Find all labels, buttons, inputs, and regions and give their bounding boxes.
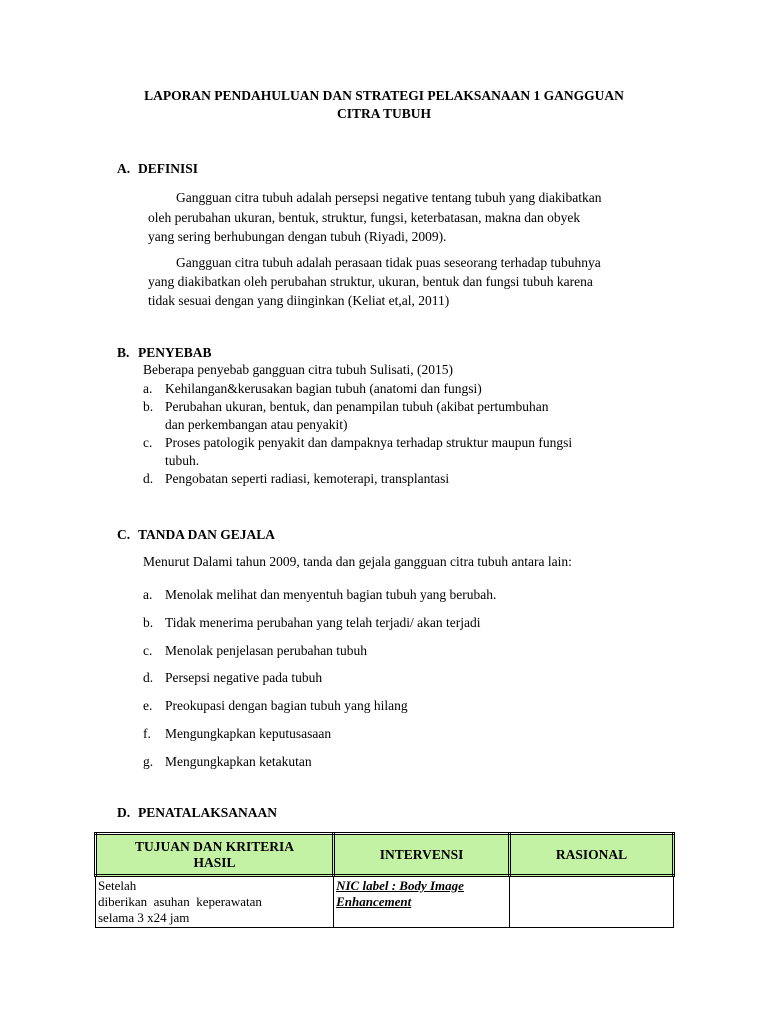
section-letter: C. [117, 527, 131, 542]
section-letter: D. [117, 805, 131, 820]
list-item: a. Kehilangan&kerusakan bagian tubuh (anatomi dan fungsi) [143, 381, 482, 396]
definisi-paragraph-1: Gangguan citra tubuh adalah persepsi negative tentang tubuh yang diakibatkan oleh perubahan ukuran, bentuk, struktur, fungsi, keterbatasan, makna dan obyek yang sering berhubungan dengan tubuh (Riyadi, 2009). [148, 190, 602, 244]
table-row [96, 876, 674, 928]
list-item: g. Mengungkapkan ketakutan [143, 753, 312, 769]
title-line-2: CITRA TUBUH [337, 106, 431, 121]
tanda-list [143, 581, 496, 776]
section-b-heading [117, 345, 212, 361]
section-letter: A. [117, 161, 131, 176]
nic-label-continued: Enhancement [336, 894, 412, 909]
cell-intervensi [334, 876, 510, 928]
list-item: a. Menolak melihat dan menyentuh bagian tubuh yang berubah. [143, 587, 497, 602]
section-a-heading [117, 161, 198, 177]
section-title: TANDA DAN GEJALA [138, 527, 276, 542]
list-item: f. Mengungkapkan keputusasaan [143, 725, 332, 741]
nic-label: NIC label : Body Image [336, 878, 464, 893]
penyebab-list [143, 380, 572, 488]
section-title: PENYEBAB [138, 345, 212, 360]
tanda-intro: Menurut Dalami tahun 2009, tanda dan gejala gangguan citra tubuh antara lain: [143, 554, 572, 569]
list-item: d. Pengobatan seperti radiasi, kemoterapi, transplantasi [143, 471, 450, 486]
penyebab-intro: Beberapa penyebab gangguan citra tubuh Sulisati, (2015) [143, 362, 454, 377]
document-title [0, 88, 768, 122]
list-item: e. Preokupasi dengan bagian tubuh yang hilang [143, 698, 408, 714]
section-title: DEFINISI [138, 161, 199, 176]
header-rasional: RASIONAL [510, 834, 674, 876]
definisi-paragraph-2: Gangguan citra tubuh adalah perasaan tidak puas seseorang terhadap tubuhnya yang diakibatkan oleh perubahan struktur, ukuran, bentuk dan fungsi tubuh karena tidak sesuai dengan yang diinginkan (Keliat et,al, 2011) [148, 255, 601, 308]
penatalaksanaan-table [94, 832, 675, 928]
list-item: c. Menolak penjelasan perubahan tubuh [143, 642, 368, 658]
list-item: b. Tidak menerima perubahan yang telah terjadi/ akan terjadi [143, 614, 481, 630]
table-header-row [96, 834, 674, 876]
title-line-1: LAPORAN PENDAHULUAN DAN STRATEGI PELAKSANAAN 1 GANGGUAN [144, 88, 624, 103]
section-letter: B. [117, 345, 130, 360]
list-item: d. Persepsi negative pada tubuh [143, 670, 323, 686]
header-tujuan: TUJUAN DAN KRITERIA HASIL [96, 834, 334, 876]
list-item: c. Proses patologik penyakit dan dampaknya terhadap struktur maupun fungsi tubuh. [143, 435, 573, 468]
cell-tujuan: Setelah diberikan asuhan keperawatan selama 3 x24 jam [96, 876, 334, 928]
cell-rasional [510, 876, 674, 928]
list-item: b. Perubahan ukuran, bentuk, dan penampilan tubuh (akibat pertumbuhan dan perkembangan atau penyakit) [143, 399, 549, 432]
section-c-heading [117, 527, 275, 543]
section-title: PENATALAKSANAAN [138, 805, 278, 820]
section-d-heading [117, 805, 277, 821]
header-intervensi: INTERVENSI [334, 834, 510, 876]
